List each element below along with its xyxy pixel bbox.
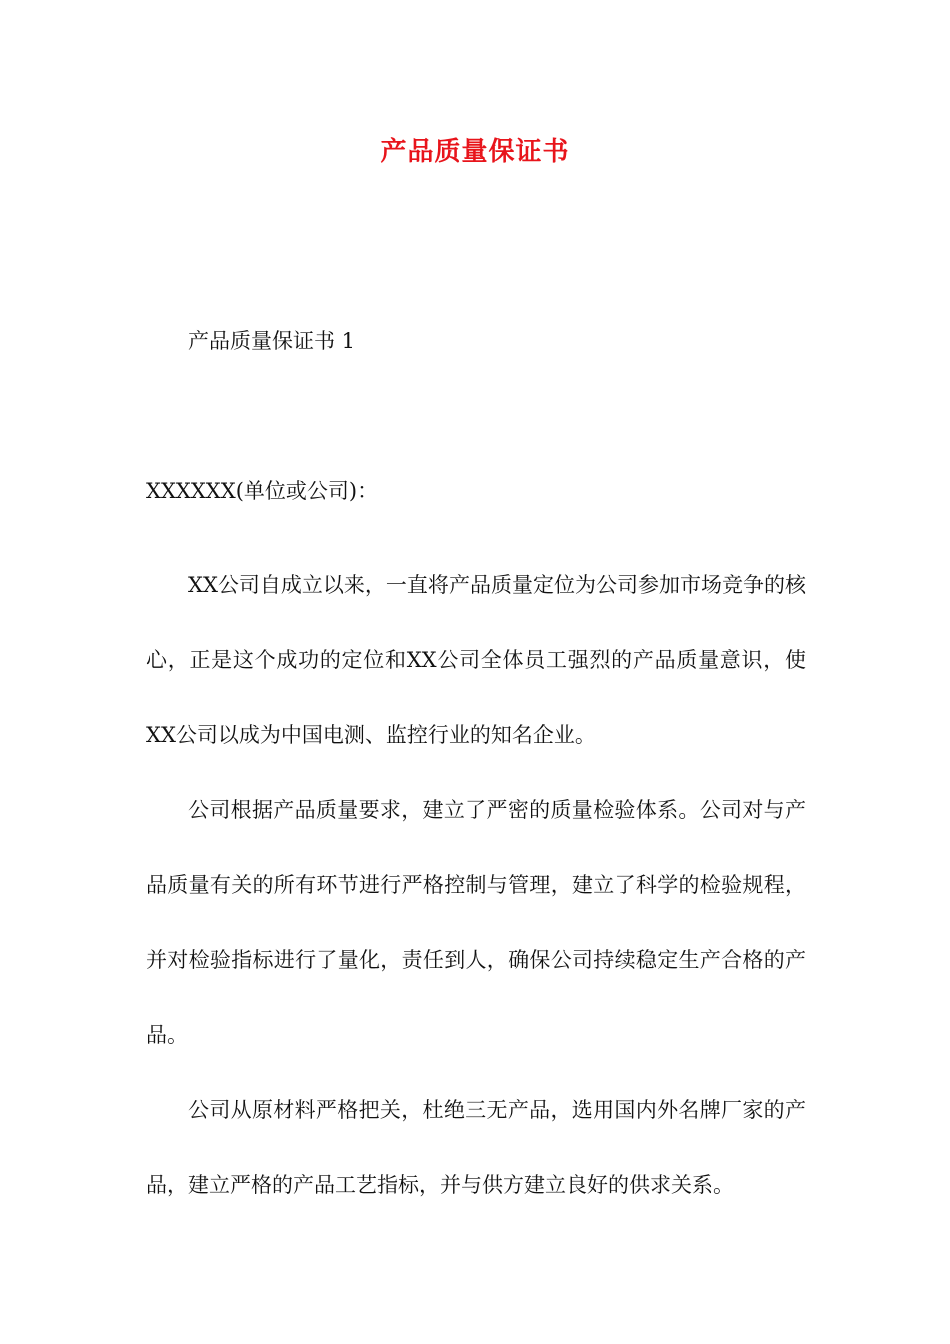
- paragraph: 公司根据产品质量要求，建立了严密的质量检验体系。公司对与产品质量有关的所有环节进行严格控制与管理，建立了科学的检验规程，并对检验指标进行了量化，责任到人，确保公司持续稳定生产合格的产品。: [146, 798, 806, 1047]
- salutation: XXXXXX(单位或公司)：: [146, 479, 379, 503]
- paragraph: XX公司自成立以来，一直将产品质量定位为公司参加市场竞争的核心，正是这个成功的定位和XX公司全体员工强烈的产品质量意识，使XX公司以成为中国电测、监控行业的知名企业。: [146, 573, 806, 747]
- document-subtitle: 产品质量保证书 1: [188, 329, 356, 353]
- document-title: 产品质量保证书: [380, 137, 570, 167]
- paragraph: 公司从原材料严格把关，杜绝三无产品，选用国内外名牌厂家的产品，建立严格的产品工艺指标，并与供方建立良好的供求关系。: [146, 1098, 806, 1197]
- body-text: [146, 548, 806, 1223]
